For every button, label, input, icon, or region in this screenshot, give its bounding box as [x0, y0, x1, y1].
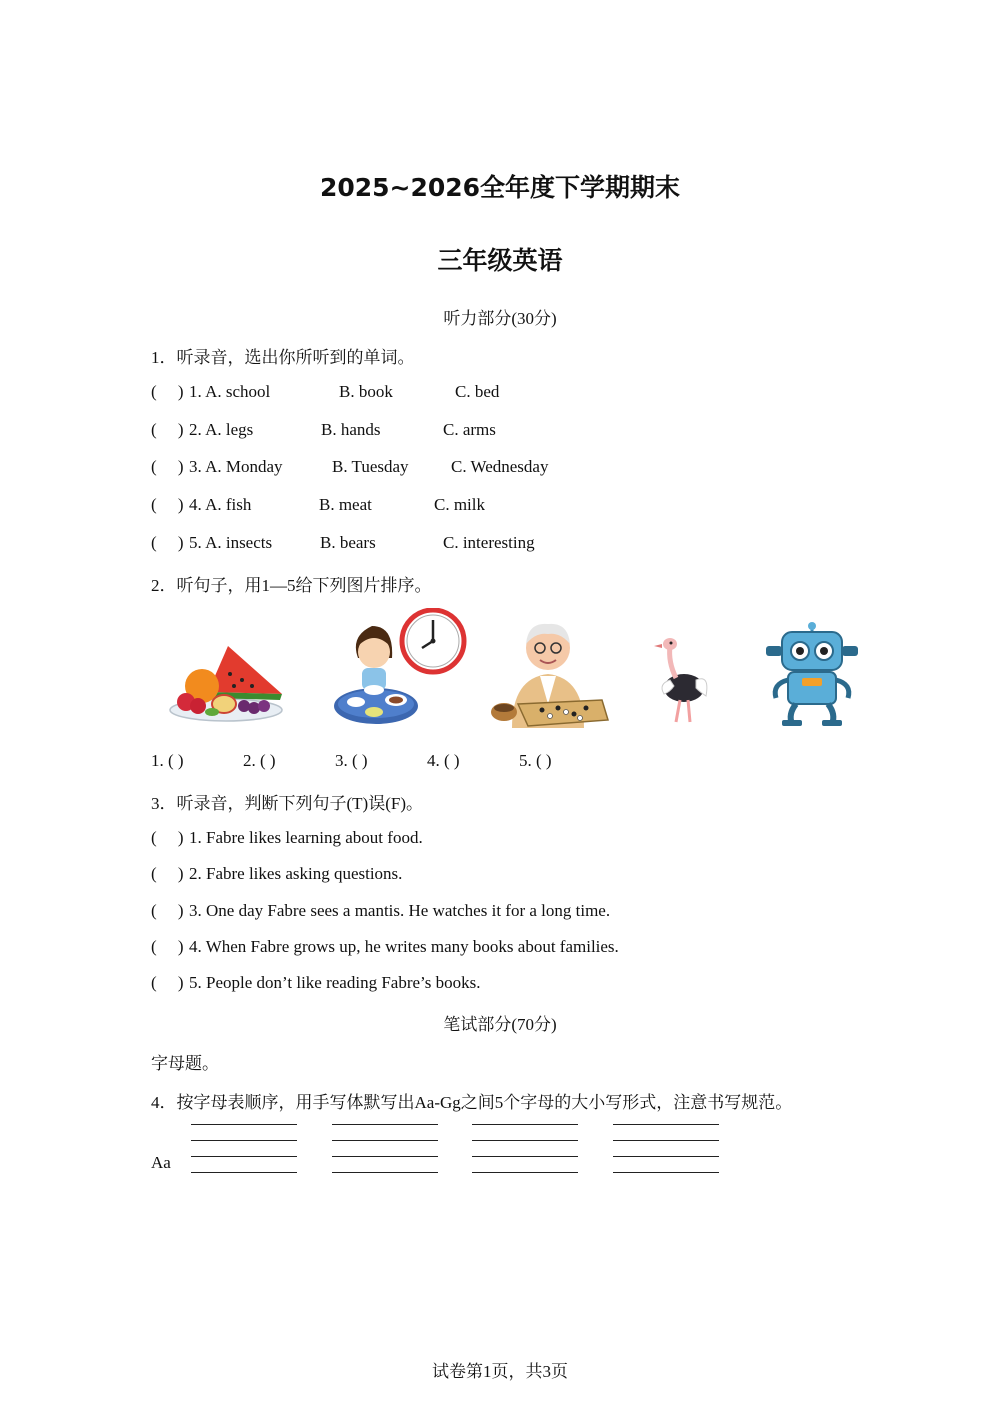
- answer-paren[interactable]: ( ): [151, 937, 184, 956]
- q1-item-3-c: C. Wednesday: [451, 457, 549, 476]
- q2-blank-5[interactable]: 5. ( ): [519, 751, 552, 770]
- q1-item-5-c: C. interesting: [443, 533, 535, 552]
- answer-paren[interactable]: ( ): [151, 973, 184, 992]
- q1-item-3-a: 3. A. Monday: [189, 457, 283, 476]
- listening-heading: 听力部分(30分): [443, 309, 557, 328]
- q1-instruction: 1．听录音，选出你所听到的单词。: [151, 348, 415, 367]
- robot-icon: [762, 622, 862, 728]
- answer-paren[interactable]: ( ): [151, 495, 184, 514]
- exam-subtitle: 三年级英语: [437, 246, 563, 275]
- exam-title: 2025~2026全年度下学期期末: [319, 173, 681, 202]
- q2-blank-4[interactable]: 4. ( ): [427, 751, 460, 770]
- q2-blank-1[interactable]: 1. ( ): [151, 751, 184, 770]
- q1-item: [151, 420, 184, 440]
- q4-instruction: 4．按字母表顺序，用手写体默写出Aa-Gg之间5个字母的大小写形式，注意书写规范。: [151, 1093, 793, 1112]
- q2-blank-2[interactable]: 2. ( ): [243, 751, 276, 770]
- q3-item: [151, 973, 184, 993]
- letters-section-title: 字母题。: [151, 1054, 219, 1073]
- answer-paren[interactable]: ( ): [151, 828, 184, 847]
- q1-item-3-b: B. Tuesday: [332, 457, 409, 476]
- q1-item-5-a: 5. A. insects: [189, 533, 273, 552]
- writing-heading: 笔试部分(70分): [443, 1015, 557, 1034]
- q3-item: [151, 937, 184, 957]
- q2-instruction: 2．听句子，用1—5给下列图片排序。: [151, 576, 432, 595]
- q1-item-2-a: 2. A. legs: [189, 420, 254, 439]
- q1-item-1-b: B. book: [339, 382, 393, 401]
- answer-paren[interactable]: ( ): [151, 457, 184, 476]
- q3-item-4: 4. When Fabre grows up, he writes many books about families.: [189, 937, 619, 956]
- page-footer: 试卷第1页，共3页: [432, 1362, 568, 1381]
- q3-item-1: 1. Fabre likes learning about food.: [189, 828, 423, 847]
- q2-blank-3[interactable]: 3. ( ): [335, 751, 368, 770]
- q1-item-1-a: 1. A. school: [189, 382, 271, 401]
- q1-item-4-c: C. milk: [434, 495, 486, 514]
- ostrich-icon: [652, 636, 710, 726]
- answer-paren[interactable]: ( ): [151, 382, 184, 401]
- answer-paren[interactable]: ( ): [151, 901, 184, 920]
- fruit-plate-icon: [168, 640, 286, 724]
- q3-item-3: 3. One day Fabre sees a mantis. He watches it for a long time.: [189, 901, 611, 920]
- q1-item: [151, 457, 184, 477]
- q1-item: [151, 533, 184, 553]
- answer-paren[interactable]: ( ): [151, 864, 184, 883]
- q1-item: [151, 382, 184, 402]
- q3-item: [151, 901, 184, 921]
- girl-eating-clock-icon: [332, 608, 468, 726]
- q3-item-5: 5. People don’t like reading Fabre’s books.: [189, 973, 481, 992]
- q3-item: [151, 828, 184, 848]
- q3-instruction: 3．听录音，判断下列句子(T)误(F)。: [151, 794, 423, 813]
- q4-example: Aa: [151, 1153, 171, 1172]
- answer-paren[interactable]: ( ): [151, 533, 184, 552]
- q1-item-4-b: B. meat: [319, 495, 372, 514]
- grandpa-playing-go-icon: [490, 618, 610, 728]
- q1-item: [151, 495, 184, 515]
- q3-item: [151, 864, 184, 884]
- answer-paren[interactable]: ( ): [151, 420, 184, 439]
- q1-item-2-c: C. arms: [443, 420, 496, 439]
- q1-item-5-b: B. bears: [320, 533, 376, 552]
- q1-item-4-a: 4. A. fish: [189, 495, 252, 514]
- q3-item-2: 2. Fabre likes asking questions.: [189, 864, 403, 883]
- q1-item-2-b: B. hands: [321, 420, 381, 439]
- q1-item-1-c: C. bed: [455, 382, 500, 401]
